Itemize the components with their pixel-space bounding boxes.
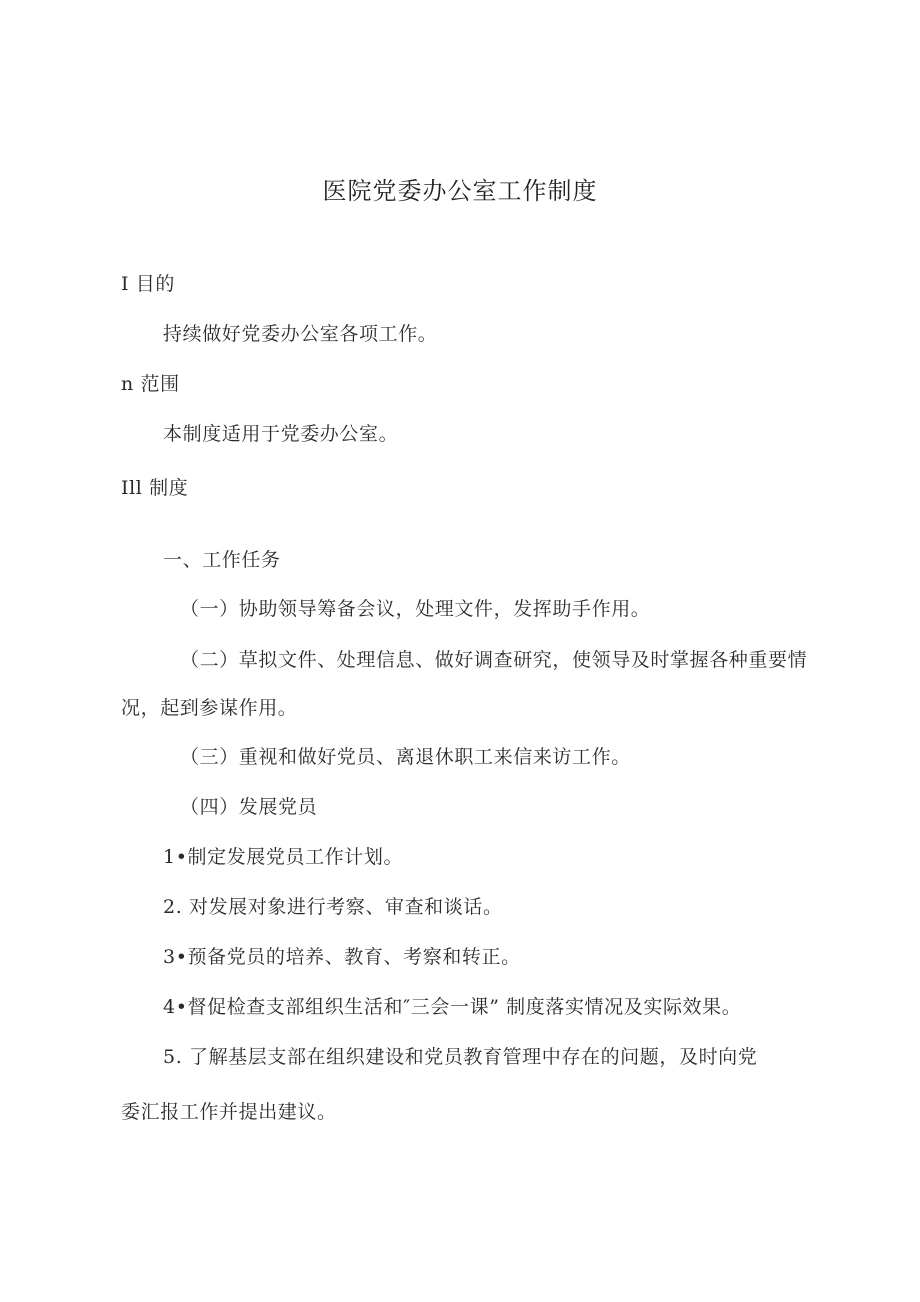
sub-item-4: 4•督促检查支部组织生活和″三会一课” 制度落实情况及实际效果。 (163, 996, 742, 1018)
scope-text: 本制度适用于党委办公室。 (163, 423, 399, 445)
tasks-heading: 一、工作任务 (163, 549, 281, 571)
purpose-text: 持续做好党委办公室各项工作。 (163, 323, 438, 345)
sub-item-3: 3•预备党员的培养、教育、考察和转正。 (163, 946, 521, 968)
task-item-3: （三）重视和做好党员、离退休职工来信来访工作。 (180, 746, 631, 768)
scope-heading: n 范围 (121, 373, 180, 395)
sub-item-5-line-2: 委汇报工作并提出建议。 (121, 1101, 337, 1123)
task-item-2-line-1: （二）草拟文件、处理信息、做好调查研究，使领导及时掌握各种重要情 (180, 649, 808, 671)
system-heading: Ill 制度 (121, 477, 189, 499)
sub-item-1: 1•制定发展党员工作计划。 (163, 846, 404, 868)
task-item-1: （一）协助领导筹备会议，处理文件，发挥助手作用。 (180, 598, 651, 620)
document-title: 医院党委办公室工作制度 (322, 177, 598, 205)
task-item-4: （四）发展党员 (180, 796, 318, 818)
sub-item-5-line-1: 5. 了解基层支部在组织建设和党员教育管理中存在的问题，及时向党 (163, 1046, 758, 1068)
purpose-heading: I 目的 (121, 273, 175, 295)
sub-item-2: 2. 对发展对象进行考察、审查和谈话。 (163, 896, 503, 918)
task-item-2-line-2: 况，起到参谋作用。 (121, 697, 298, 719)
